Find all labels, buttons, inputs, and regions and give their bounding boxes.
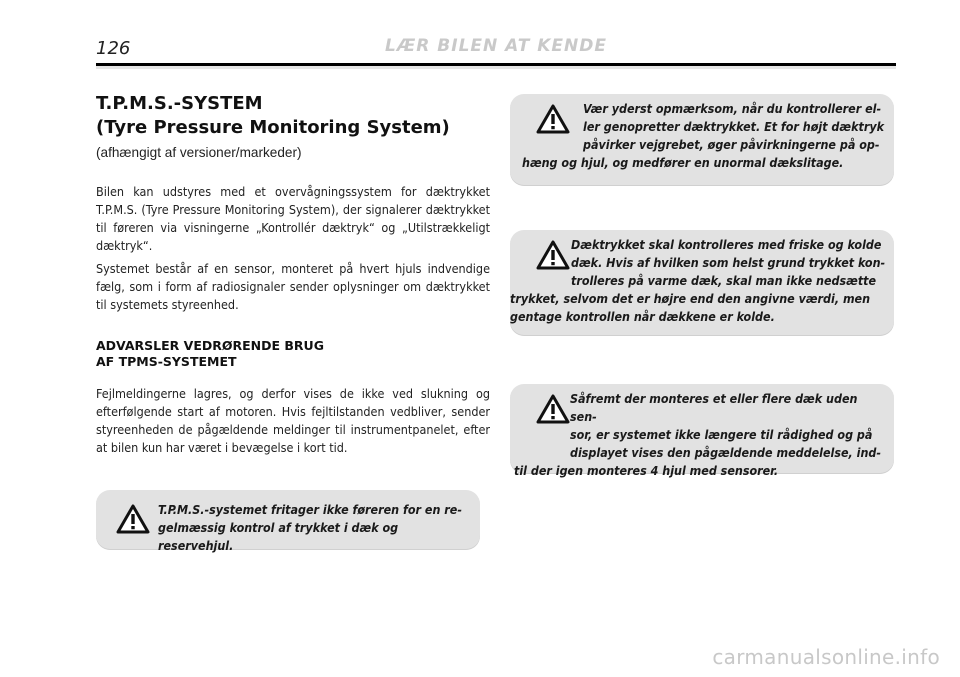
warning-line: hæng og hjul, og medfører en unormal dækslitage. [522,155,844,170]
page-header [96,30,896,70]
page-number: 126 [96,38,131,59]
warning-line: displayet vises den pågældende meddelelse, ind- [570,445,882,460]
section-title [96,92,490,140]
warning-line: trykket, selvom det er højre end den angivne værdi, men [510,291,871,306]
warning-text [510,236,890,326]
warning-triangle-icon [116,504,150,534]
warning-box-regular-checks [96,490,480,553]
warning-line: Såfremt der monteres et eller flere dæk uden sen- [570,391,858,424]
warning-line: til der igen monteres 4 hjul med sensorer. [514,463,779,478]
warning-line: ler genopretter dæktrykket. Et for højt dæktryk [583,119,885,134]
warning-box-cold-tyres [510,230,894,336]
warning-text [158,501,476,555]
warning-line: trolleres på varme dæk, skal man ikke nedsætte [571,273,877,288]
warning-line: sor, er systemet ikke længere til rådighed og på [570,427,873,442]
header-rule [96,63,896,69]
usage-warnings-heading-line1: ADVARSLER VEDRØRENDE BRUG [96,338,324,353]
warning-box-overinflation [510,94,894,186]
warning-line: gentage kontrollen når dækkene er kolde. [510,309,775,324]
usage-paragraph: Fejlmeldingerne lagres, og derfor vises de ikke ved slukning og efterfølgende start af motoren. Hvis fejltilstanden vedbliver, sender styreenheden de pågældende meldinger til instrumentpanelet, efter at bilen kun har været i bevægelse i kort tid. [96,386,490,455]
warning-line: T.P.M.S.-systemet fritager ikke føreren for en re- [158,502,462,517]
warning-line: gelmæssig kontrol af trykket i dæk og reservehjul. [158,520,399,553]
warning-text [522,100,884,172]
warning-line: Dæktrykket skal kontrolleres med friske og kolde [571,237,882,252]
running-title: LÆR BILEN AT KENDE [385,36,607,56]
usage-warnings-heading [96,338,490,370]
warning-text [514,390,884,480]
warning-line: påvirker vejgrebet, øger påvirkningerne på op- [583,137,880,152]
left-column [96,92,490,457]
intro-paragraph-1: Bilen kan udstyres med et overvågningssystem for dæktrykket T.P.M.S. (Tyre Pressure Monitoring System), der signalerer dæktrykket til føreren via visningerne „Kontrollér dæktryk“ og „Utilstrækkeligt dæktryk“. [96,184,490,253]
warning-box-sensorless-tyres [510,384,894,478]
section-subtitle: (afhængigt af versioner/markeder) [96,145,302,160]
warning-line: Vær yderst opmærksom, når du kontrollerer el- [583,101,882,116]
intro-paragraph-2: Systemet består af en sensor, monteret på hvert hjuls indvendige fælg, som i form af radiosignaler sender oplysninger om dæktrykket til systemets styreenhed. [96,261,490,312]
section-title-line2: (Tyre Pressure Monitoring System) [96,117,450,138]
section-title-line1: T.P.M.S.-SYSTEM [96,93,263,114]
warning-line: dæk. Hvis af hvilken som helst grund trykket kon- [571,255,886,270]
usage-warnings-heading-line2: AF TPMS-SYSTEMET [96,354,237,369]
watermark: carmanualsonline.info [712,645,940,669]
